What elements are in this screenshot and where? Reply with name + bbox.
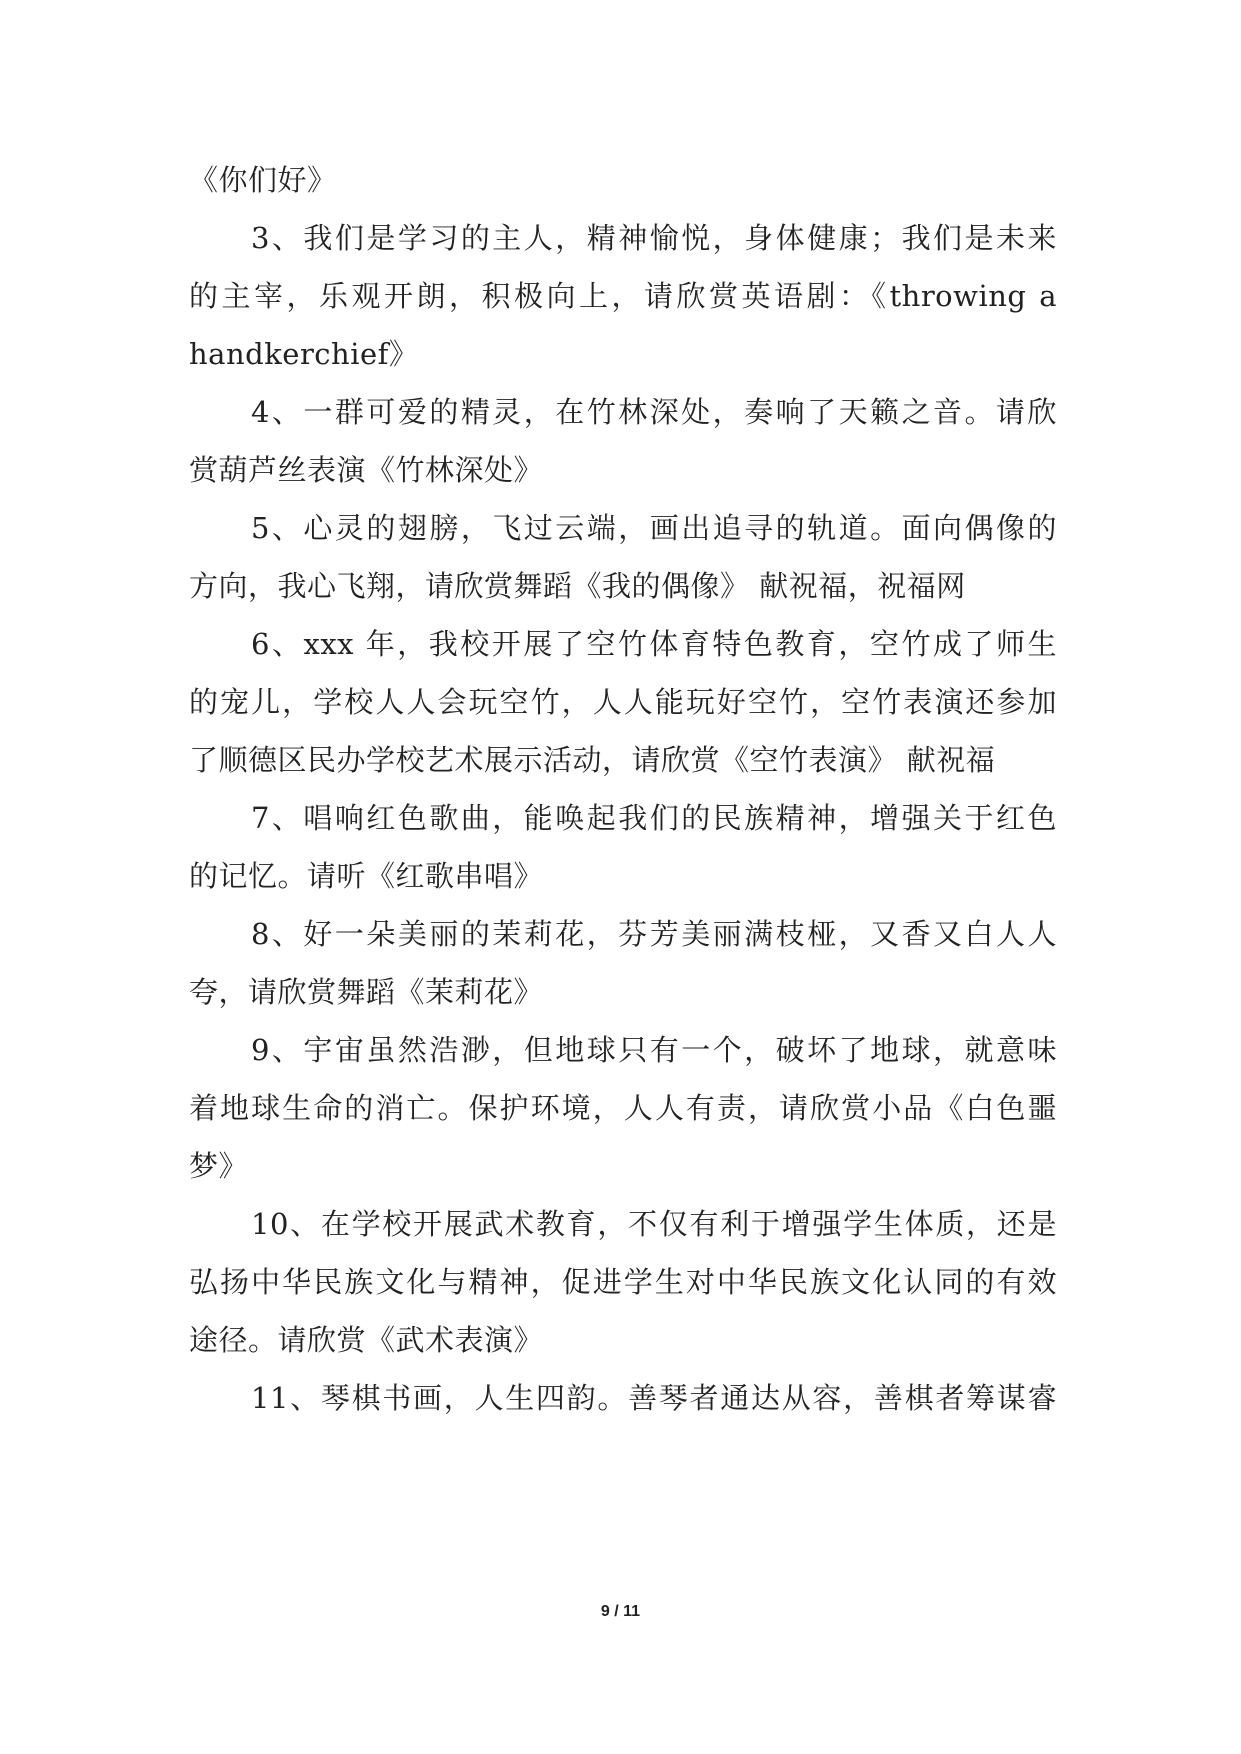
paragraph-8-line-2: 夸，请欣赏舞蹈《茉莉花》: [189, 975, 544, 1009]
page-number: 9 / 11: [600, 1603, 641, 1620]
paragraph-4-line-1: 4、一群可爱的精灵，在竹林深处，奏响了天籁之音。请欣: [251, 395, 1057, 429]
text-line: 《你们好》: [189, 163, 337, 197]
paragraph-10-line-2: 弘扬中华民族文化与精神，促进学生对中华民族文化认同的有效: [189, 1265, 1057, 1299]
paragraph-7-line-2: 的记忆。请听《红歌串唱》: [189, 859, 544, 893]
paragraph-3-line-2: 的主宰，乐观开朗，积极向上，请欣赏英语剧：《throwing a: [189, 279, 1057, 313]
paragraph-9-line-3: 梦》: [189, 1149, 249, 1183]
paragraph-6-line-1: 6、xxx 年，我校开展了空竹体育特色教育，空竹成了师生: [251, 627, 1057, 661]
paragraph-3-line-3: handkerchief》: [189, 337, 419, 371]
paragraph-6-line-2: 的宠儿，学校人人会玩空竹，人人能玩好空竹，空竹表演还参加: [189, 685, 1057, 719]
paragraph-8-line-1: 8、好一朵美丽的茉莉花，芬芳美丽满枝桠，又香又白人人: [251, 917, 1057, 951]
paragraph-10-line-1: 10、在学校开展武术教育，不仅有利于增强学生体质，还是: [251, 1207, 1057, 1241]
paragraph-4-line-2: 赏葫芦丝表演《竹林深处》: [189, 453, 544, 487]
paragraph-9-line-1: 9、宇宙虽然浩渺，但地球只有一个，破坏了地球，就意味: [251, 1033, 1057, 1067]
paragraph-6-line-3: 了顺德区民办学校艺术展示活动，请欣赏《空竹表演》 献祝福: [189, 743, 996, 777]
paragraph-3-line-1: 3、我们是学习的主人，精神愉悦，身体健康；我们是未来: [251, 221, 1057, 255]
paragraph-7-line-1: 7、唱响红色歌曲，能唤起我们的民族精神，增强关于红色: [251, 801, 1057, 835]
paragraph-11-line-1: 11、琴棋书画，人生四韵。善琴者通达从容，善棋者筹谋睿: [251, 1381, 1057, 1415]
paragraph-9-line-2: 着地球生命的消亡。保护环境，人人有责，请欣赏小品《白色噩: [189, 1091, 1057, 1125]
paragraph-10-line-3: 途径。请欣赏《武术表演》: [189, 1323, 544, 1357]
paragraph-5-line-2: 方向，我心飞翔，请欣赏舞蹈《我的偶像》 献祝福，祝福网: [189, 569, 966, 603]
paragraph-5-line-1: 5、心灵的翅膀，飞过云端，画出追寻的轨道。面向偶像的: [251, 511, 1057, 545]
